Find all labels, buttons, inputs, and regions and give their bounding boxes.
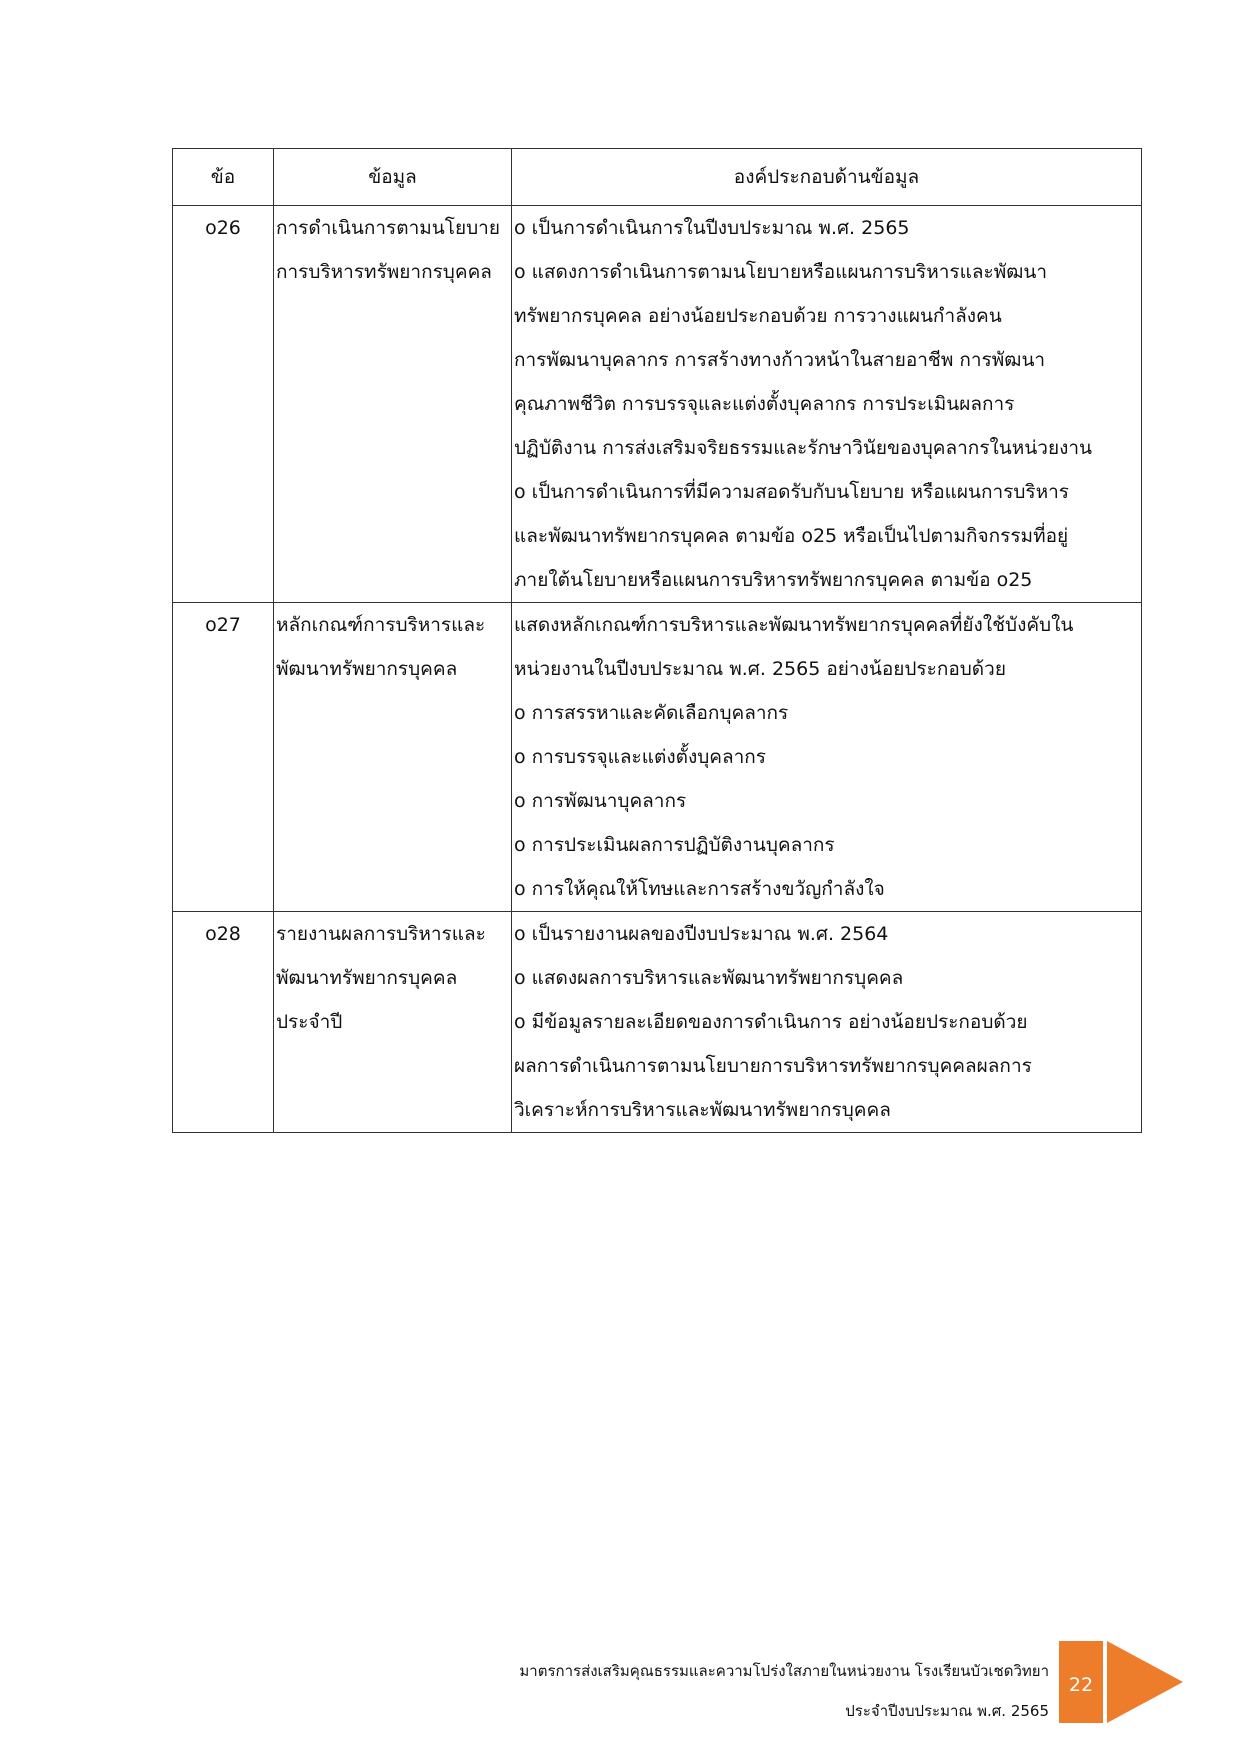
row-number: o26 (173, 206, 274, 603)
element-line: การพัฒนาบุคลากร การสร้างทางก้าวหน้าในสายอาชีพ การพัฒนา (514, 349, 1046, 371)
table-row (173, 912, 1142, 1133)
element-line: o การสรรหาและคัดเลือกบุคลากร (514, 702, 789, 724)
row-info (274, 603, 512, 912)
element-line: ภายใต้นโยบายหรือแผนการบริหารทรัพยากรบุคคล ตามข้อ o25 (514, 569, 1033, 591)
table-row (173, 206, 1142, 603)
row-elements (512, 912, 1142, 1133)
element-line: ปฏิบัติงาน การส่งเสริมจริยธรรมและรักษาวินัยของบุคลากรในหน่วยงาน (514, 437, 1093, 459)
row-number: o28 (173, 912, 274, 1133)
header-elements: องค์ประกอบด้านข้อมูล (512, 149, 1142, 206)
element-line: o เป็นการดำเนินการในปีงบประมาณ พ.ศ. 2565 (514, 217, 910, 239)
element-line: วิเคราะห์การบริหารและพัฒนาทรัพยากรบุคคล (514, 1099, 891, 1121)
table-header-row (173, 149, 1142, 206)
element-line: o การประเมินผลการปฏิบัติงานบุคลากร (514, 834, 835, 856)
row-elements (512, 206, 1142, 603)
row-elements (512, 603, 1142, 912)
page-number: 22 (1068, 1674, 1094, 1696)
element-line: o การพัฒนาบุคลากร (514, 790, 687, 812)
page-arrow-icon (1107, 1641, 1183, 1723)
footer-line-2: ประจำปีงบประมาณ พ.ศ. 2565 (845, 1702, 1049, 1720)
info-line: หลักเกณฑ์การบริหารและ (276, 614, 486, 636)
element-line: o มีข้อมูลรายละเอียดของการดำเนินการ อย่างน้อยประกอบด้วย (514, 1011, 1028, 1033)
element-line: o การบรรจุและแต่งตั้งบุคลากร (514, 746, 767, 768)
element-line: o แสดงผลการบริหารและพัฒนาทรัพยากรบุคคล (514, 967, 904, 989)
element-line: o แสดงการดำเนินการตามนโยบายหรือแผนการบริหารและพัฒนา (514, 261, 1048, 283)
row-info (274, 912, 512, 1133)
info-line: ประจำปี (276, 1011, 343, 1033)
row-info (274, 206, 512, 603)
element-line: และพัฒนาทรัพยากรบุคคล ตามข้อ o25 หรือเป็นไปตามกิจกรรมที่อยู่ (514, 525, 1069, 547)
element-line: o การให้คุณให้โทษและการสร้างขวัญกำลังใจ (514, 878, 885, 900)
info-line: การดำเนินการตามนโยบาย (276, 217, 500, 239)
info-line: พัฒนาทรัพยากรบุคคล (276, 658, 458, 680)
info-line: พัฒนาทรัพยากรบุคคล (276, 967, 458, 989)
element-line: หน่วยงานในปีงบประมาณ พ.ศ. 2565 อย่างน้อยประกอบด้วย (514, 658, 1006, 680)
page-number-box (1059, 1641, 1103, 1723)
element-line: แสดงหลักเกณฑ์การบริหารและพัฒนาทรัพยากรบุคคลที่ยังใช้บังคับใน (514, 614, 1074, 636)
element-line: ทรัพยากรบุคคล อย่างน้อยประกอบด้วย การวางแผนกำลังคน (514, 305, 1002, 327)
table-row (173, 603, 1142, 912)
header-no: ข้อ (173, 149, 274, 206)
element-line: คุณภาพชีวิต การบรรจุและแต่งตั้งบุคลากร การประเมินผลการ (514, 393, 1015, 415)
footer-text (519, 1651, 1049, 1731)
header-info: ข้อมูล (274, 149, 512, 206)
footer-line-1: มาตรการส่งเสริมคุณธรรมและความโปร่งใสภายในหน่วยงาน โรงเรียนบัวเชดวิทยา (519, 1662, 1049, 1680)
row-number: o27 (173, 603, 274, 912)
info-line: รายงานผลการบริหารและ (276, 923, 486, 945)
element-line: o เป็นการดำเนินการที่มีความสอดรับกับนโยบาย หรือแผนการบริหาร (514, 481, 1070, 503)
info-line: การบริหารทรัพยากรบุคคล (276, 261, 492, 283)
criteria-table (172, 148, 1142, 1133)
element-line: o เป็นรายงานผลของปีงบประมาณ พ.ศ. 2564 (514, 923, 889, 945)
element-line: ผลการดำเนินการตามนโยบายการบริหารทรัพยากรบุคคลผลการ (514, 1055, 1032, 1077)
